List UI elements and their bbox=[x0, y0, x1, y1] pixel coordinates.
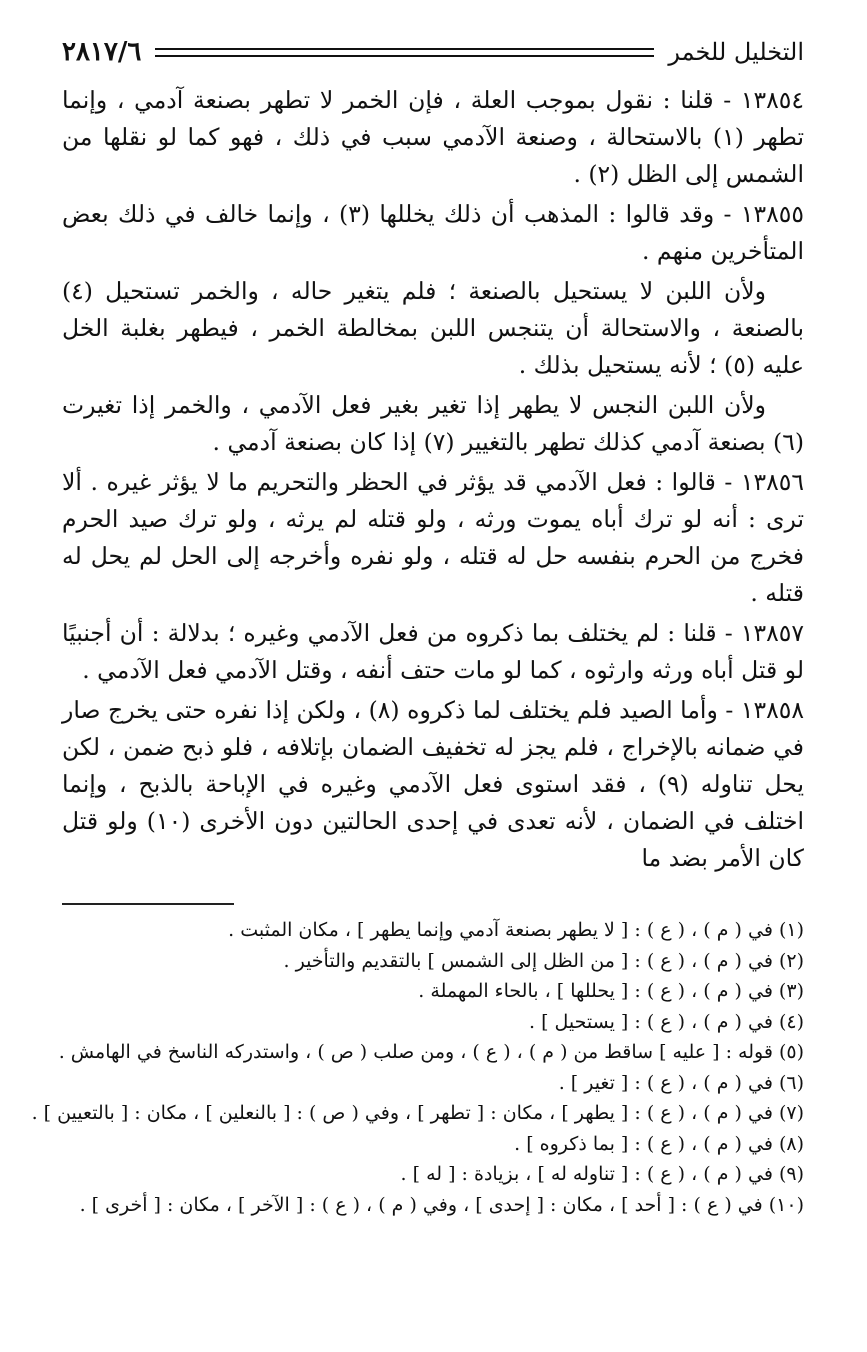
running-header bbox=[62, 30, 804, 74]
paragraph-13855: ١٣٨٥٥ - وقد قالوا : المذهب أن ذلك يخللها (٣) ، وإنما خالف في ذلك بعض المتأخرين منهم . bbox=[62, 200, 804, 265]
footnote-7: (٧) في ( م ) ، ( ع ) : [ يطهر ] ، مكان : [ تطهر ] ، وفي ( ص ) : [ بالنعلين ] ، مكان : [ بالتعيين ] . bbox=[31, 1102, 804, 1124]
footnote-5: (٥) قوله : [ عليه ] ساقط من ( م ) ، ( ع ) ، ومن صلب ( ص ) ، واستدركه الناسخ في الهامش . bbox=[58, 1041, 804, 1063]
footnote-8: (٨) في ( م ) ، ( ع ) : [ بما ذكروه ] . bbox=[514, 1132, 804, 1155]
paragraph-13854: ١٣٨٥٤ - قلنا : نقول بموجب العلة ، فإن الخمر لا تطهر بصنعة آدمي ، وإنما تطهر (١) بالاستحالة ، وصنعة الآدمي سبب في ذلك ، فهو كما لو نقلها من الشمس إلى الظل (٢) . bbox=[62, 86, 804, 188]
footnote-4: (٤) في ( م ) ، ( ع ) : [ يستحيل ] . bbox=[529, 1010, 804, 1033]
footnotes bbox=[31, 915, 804, 1220]
paragraph-milk-argument: ولأن اللبن لا يستحيل بالصنعة ؛ فلم يتغير حاله ، والخمر تستحيل (٤) بالصنعة ، والاستحالة أن يتنجس اللبن بمخالطة الخمر ، فيطهر بغلبة الخل عليه (٥) ؛ لأنه يستحيل بذلك . bbox=[62, 277, 804, 379]
page-number: ٢٨١٧/٦ bbox=[62, 37, 142, 67]
paragraph-13857: ١٣٨٥٧ - قلنا : لم يختلف بما ذكروه من فعل الآدمي وغيره ؛ بدلالة : أن أجنبيًا لو قتل أباه ورثه وارثوه ، كما لو مات حتف أنفه ، وقتل الآدمي فعل الآدمي . bbox=[62, 619, 804, 684]
footnote-10: (١٠) في ( ع ) : [ أحد ] ، مكان : [ إحدى ] ، وفي ( م ) ، ( ع ) : [ الآخر ] ، مكان : [ أخرى ] . bbox=[79, 1193, 804, 1216]
paragraph-impure-milk: ولأن اللبن النجس لا يطهر إذا تغير بغير فعل الآدمي ، والخمر إذا تغيرت (٦) بصنعة آدمي كذلك تطهر بالتغيير (٧) إذا كان بصنعة آدمي . bbox=[62, 391, 804, 456]
book-page bbox=[31, 30, 805, 1220]
paragraph-13856: ١٣٨٥٦ - قالوا : فعل الآدمي قد يؤثر في الحظر والتحريم ما لا يؤثر غيره . ألا ترى : أنه لو ترك أباه يموت ورثه ، ولو قتله لم يرثه ، ولو ترك صيد الحرم فخرج من الحرم بنفسه حل له قتله ، ولو نفره وأخرجه إلى الحل لم يحل له قتله . bbox=[62, 468, 804, 607]
paragraph-13858: ١٣٨٥٨ - وأما الصيد فلم يختلف لما ذكروه (٨) ، ولكن إذا نفره حتى يخرج صار في ضمانه بالإخراج ، فلم يجز له تخفيف الضمان بإتلافه ، فلو ذبح ضمن ، لكن يحل تناوله (٩) ، فقد استوى فعل الآدمي وغيره في الإباحة بالذبح ، وإنما اختلف في الضمان ، لأنه تعدى في إحدى الحالتين دون الأخرى (١٠) ولو قتل كان الأمر بضد ما bbox=[62, 696, 805, 872]
footnote-1: (١) في ( م ) ، ( ع ) : [ لا يطهر بصنعة آدمي وإنما يطهر ] ، مكان المثبت . bbox=[228, 919, 804, 941]
chapter-title: التخليل للخمر bbox=[668, 38, 804, 66]
footnote-3: (٣) في ( م ) ، ( ع ) : [ يحللها ] ، بالحاء المهملة . bbox=[418, 980, 804, 1002]
main-text bbox=[62, 82, 804, 877]
footnote-6: (٦) في ( م ) ، ( ع ) : [ تغير ] . bbox=[558, 1071, 804, 1094]
footnote-9: (٩) في ( م ) ، ( ع ) : [ تناوله له ] ، بزيادة : [ له ] . bbox=[400, 1163, 804, 1185]
footnote-separator bbox=[62, 903, 234, 905]
header-double-rule bbox=[155, 48, 654, 57]
footnote-2: (٢) في ( م ) ، ( ع ) : [ من الظل إلى الشمس ] بالتقديم والتأخير . bbox=[283, 949, 804, 972]
